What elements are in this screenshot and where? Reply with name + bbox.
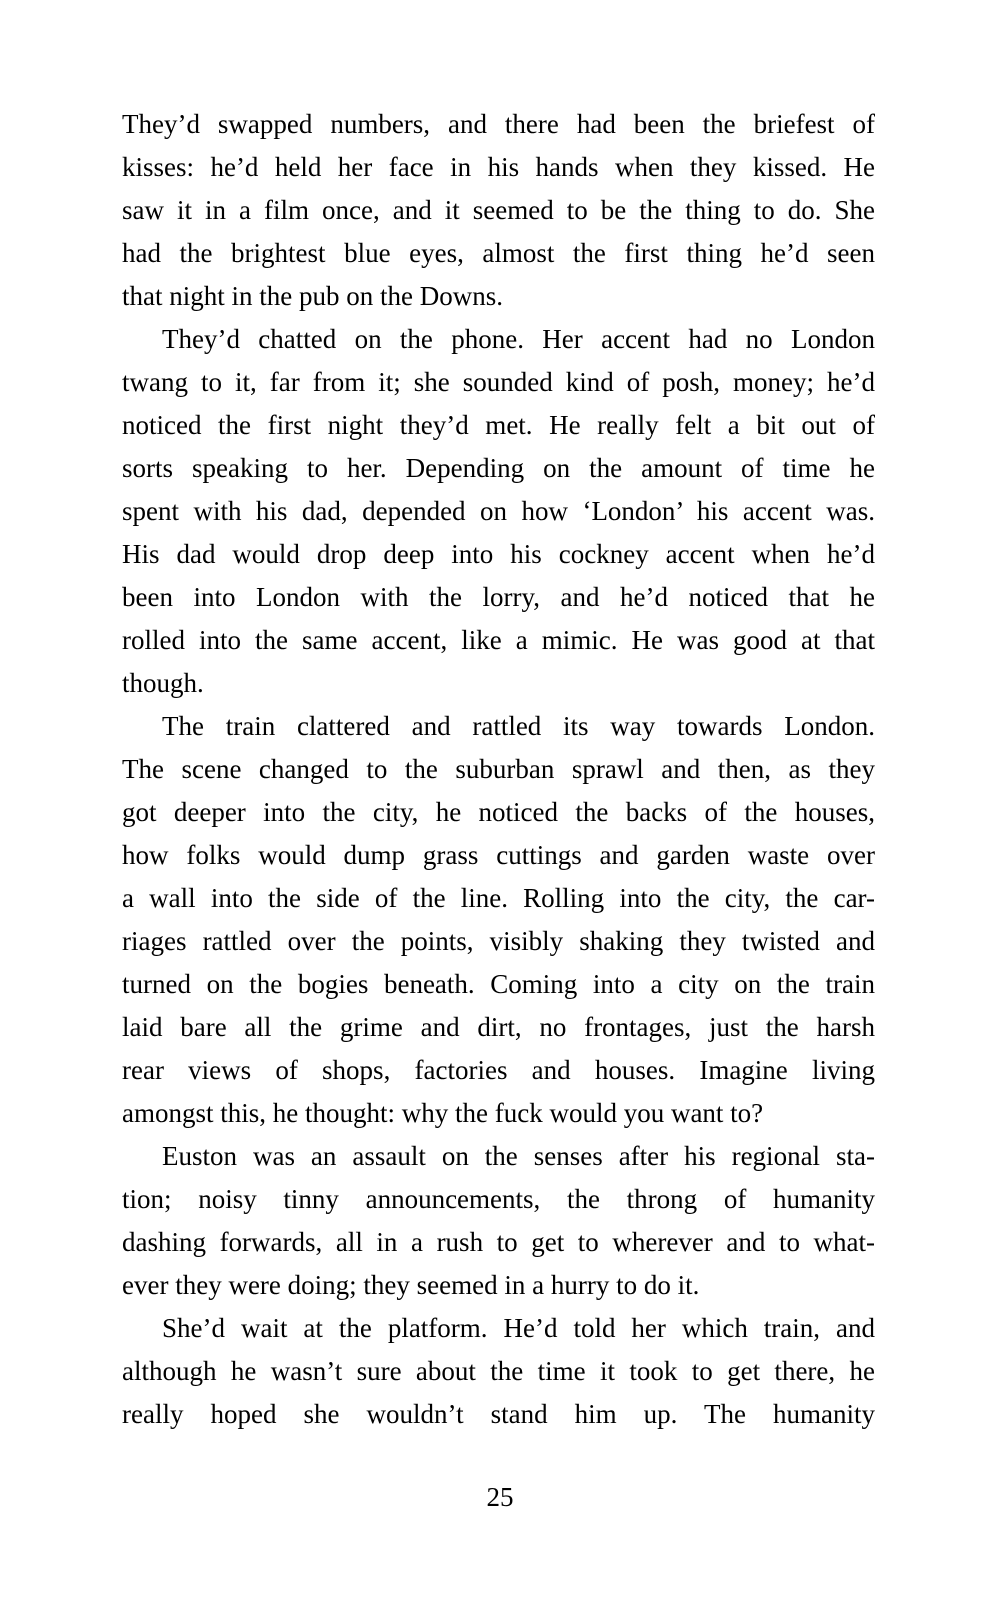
paragraph bbox=[122, 1307, 875, 1436]
text-line: got deeper into the city, he noticed the backs of the houses, bbox=[122, 797, 875, 827]
text-line: twang to it, far from it; she sounded kind of posh, money; he’d bbox=[122, 367, 875, 397]
paragraph bbox=[122, 1135, 875, 1307]
text-line: amongst this, he thought: why the fuck would you want to? bbox=[122, 1098, 764, 1128]
text-line: dashing forwards, all in a rush to get to wherever and to what- bbox=[122, 1227, 875, 1257]
text-line: rolled into the same accent, like a mimic. He was good at that bbox=[122, 625, 875, 655]
text-line: spent with his dad, depended on how ‘London’ his accent was. bbox=[122, 496, 875, 526]
text-line: although he wasn’t sure about the time it took to get there, he bbox=[122, 1356, 875, 1386]
text-line: noticed the first night they’d met. He really felt a bit out of bbox=[122, 410, 875, 440]
text-line: They’d chatted on the phone. Her accent had no London bbox=[162, 324, 875, 354]
text-line: rear views of shops, factories and houses. Imagine living bbox=[122, 1055, 875, 1085]
paragraph bbox=[122, 705, 875, 1135]
text-line: ever they were doing; they seemed in a hurry to do it. bbox=[122, 1270, 700, 1300]
text-line: riages rattled over the points, visibly shaking they twisted and bbox=[122, 926, 875, 956]
text-line: saw it in a film once, and it seemed to be the thing to do. She bbox=[122, 195, 875, 225]
page-number: 25 bbox=[486, 1482, 514, 1512]
page-text bbox=[122, 103, 875, 1436]
text-line: kisses: he’d held her face in his hands when they kissed. He bbox=[122, 152, 875, 182]
text-line: The scene changed to the suburban sprawl and then, as they bbox=[122, 754, 875, 784]
text-line: laid bare all the grime and dirt, no frontages, just the harsh bbox=[122, 1012, 875, 1042]
text-line: how folks would dump grass cuttings and garden waste over bbox=[122, 840, 875, 870]
text-line: turned on the bogies beneath. Coming into a city on the train bbox=[122, 969, 875, 999]
paragraph bbox=[122, 103, 875, 318]
text-line: tion; noisy tinny announcements, the throng of humanity bbox=[122, 1184, 875, 1214]
text-line: His dad would drop deep into his cockney accent when he’d bbox=[122, 539, 875, 569]
text-line: They’d swapped numbers, and there had been the briefest of bbox=[122, 109, 875, 139]
text-line: though. bbox=[122, 668, 204, 698]
text-line: a wall into the side of the line. Rolling into the city, the car- bbox=[122, 883, 875, 913]
text-line: had the brightest blue eyes, almost the first thing he’d seen bbox=[122, 238, 875, 268]
text-line: Euston was an assault on the senses after his regional sta- bbox=[162, 1141, 875, 1171]
text-line: been into London with the lorry, and he’d noticed that he bbox=[122, 582, 875, 612]
paragraph bbox=[122, 318, 875, 705]
text-line: really hoped she wouldn’t stand him up. The humanity bbox=[122, 1399, 875, 1429]
text-line: sorts speaking to her. Depending on the amount of time he bbox=[122, 453, 875, 483]
text-line: that night in the pub on the Downs. bbox=[122, 281, 503, 311]
text-line: She’d wait at the platform. He’d told her which train, and bbox=[162, 1313, 875, 1343]
text-line: The train clattered and rattled its way towards London. bbox=[162, 711, 875, 741]
